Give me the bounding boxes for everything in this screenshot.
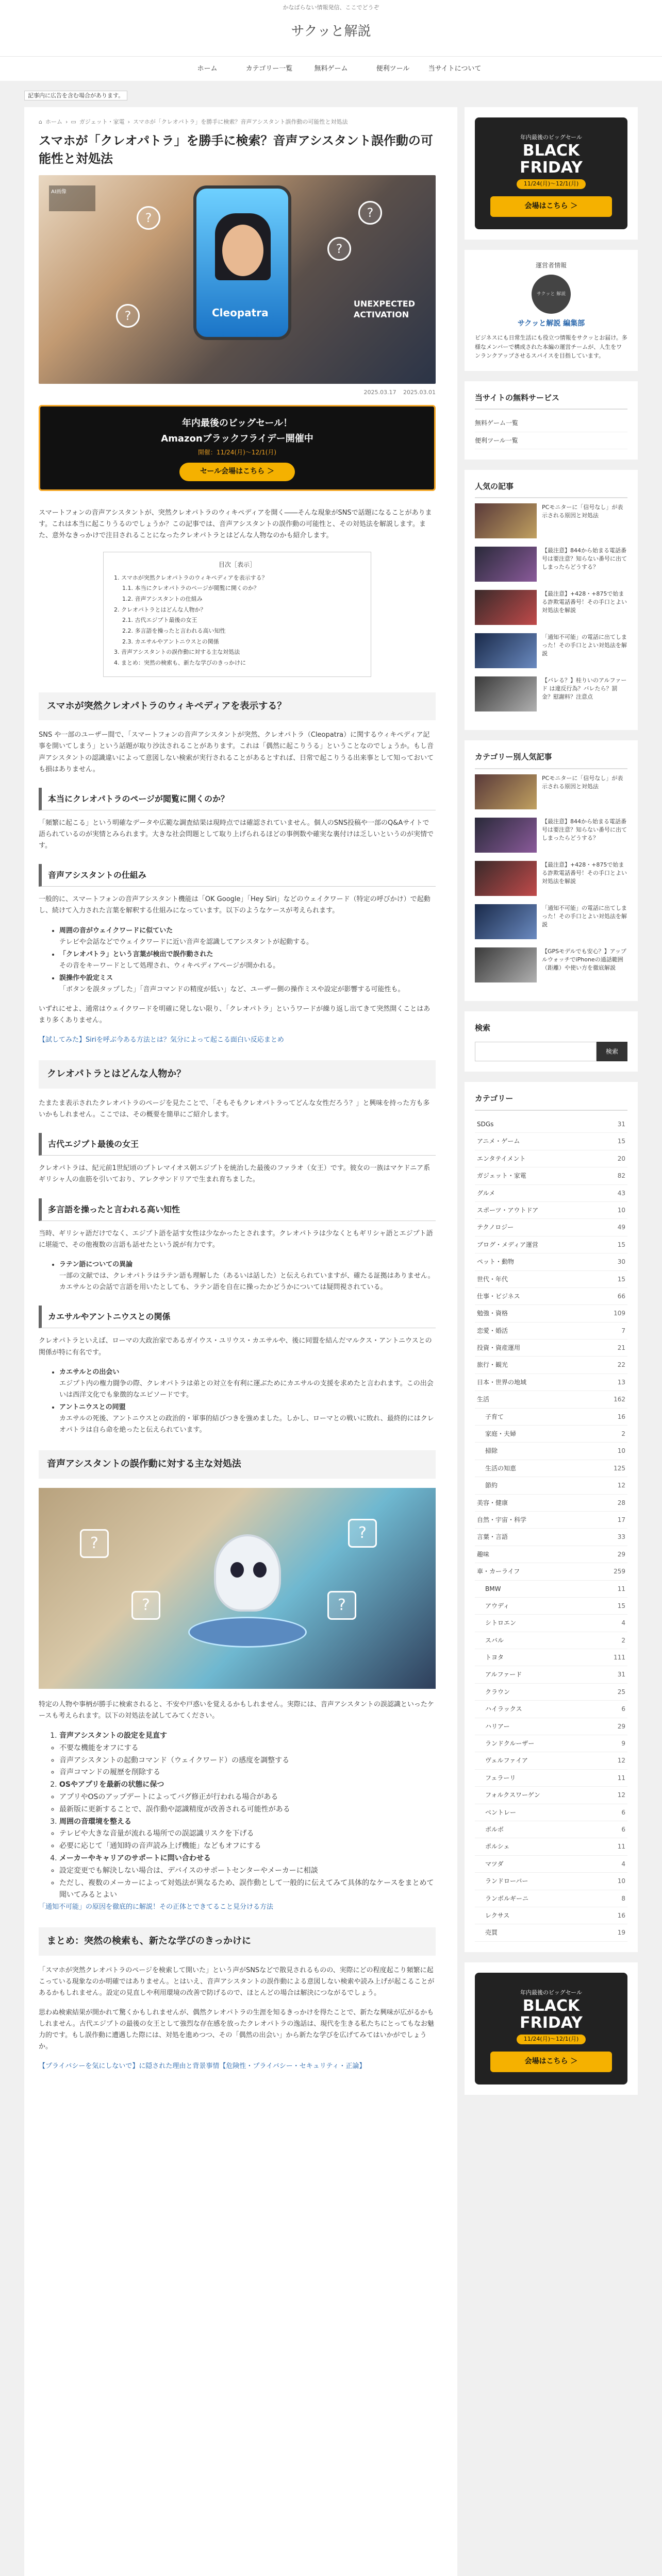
category-count: 12 [617,1482,625,1489]
popular-post[interactable]: 【最注意】844から始まる電話番号は要注意？知らない番号に出てしまったらどうする？ [475,547,627,582]
toc-title[interactable]: 目次［表示］ [218,561,256,569]
category-name: 趣味 [477,1550,490,1558]
category-item[interactable] [475,1185,627,1202]
category-item[interactable] [475,1615,627,1632]
category-count: 66 [617,1292,625,1300]
subsection-heading: 多言語を操ったと言われる高い知性 [39,1198,436,1221]
category-count: 8 [621,1894,625,1902]
post-thumbnail [475,676,537,711]
section-heading: 音声アシスタントの誤作動に対する主な対処法 [39,1450,436,1479]
category-item[interactable] [475,1253,627,1270]
category-item[interactable] [475,1202,627,1219]
category-count: 43 [617,1189,625,1197]
toc-item[interactable]: 1.2. 音声アシスタントの仕組み [122,595,203,602]
category-name: ポルシェ [485,1843,510,1851]
category-item[interactable] [475,1770,627,1787]
category-count: 82 [617,1172,625,1180]
eyecatch-label: UNEXPECTED ACTIVATION [353,298,415,319]
category-name: アルファード [485,1671,522,1679]
ad-notice [24,91,638,101]
popular-post[interactable]: PCモニターに「信号なし」が表示される原因と対処法 [475,774,627,809]
category-name: 恋愛・婚活 [477,1327,508,1334]
category-count: 11 [617,1774,625,1782]
category-name: ヴェルファイア [485,1757,528,1765]
updated-date: 2025.03.17 [363,388,396,396]
robot-assistant-image [39,1488,436,1689]
category-count: 49 [617,1224,625,1231]
category-count: 22 [617,1361,625,1369]
post-thumbnail [475,590,537,625]
list-item: • 「クレオパトラ」という言葉が検出で誤作動された その音をキーワードとして処理され、ウィキペディアページが開かれる。 [59,949,436,972]
search-widget [465,1011,638,1072]
category-name: 自然・宇宙・科学 [477,1516,527,1523]
widget-title: 当サイトの無料サービス [475,392,627,410]
service-link[interactable]: 無料ゲーム一覧 [475,415,627,432]
profile-title: 運営者情報 [535,261,567,269]
category-count: 2 [621,1636,625,1644]
category-count: 30 [617,1258,625,1266]
category-count: 111 [614,1654,625,1662]
category-item[interactable] [475,1804,627,1821]
eyecatch-image [39,175,436,384]
profile-description: ビジネスにも日常生活にも役立つ情報をサクッとお届け。多様なメンバーで構成された本編の運営チームが、人生をワンランクアップさせるスパイスを目指しています。 [475,334,627,360]
question-icon: ? [80,1529,109,1558]
popular-post[interactable]: 「通知不可能」の電話に出てしまった！その手口とよい対処法を解説 [475,904,627,939]
question-icon: ? [358,201,382,225]
category-name: クラウン [485,1688,510,1696]
category-item[interactable] [475,1443,627,1460]
toc-item[interactable]: 2.1. 古代エジプト最後の女王 [122,617,197,624]
paragraph: クレオパトラは、紀元前1世紀頃のプトレマイオス朝エジプトを統治した最後のファラオ（女王）です。彼女の一族はマケドニア系ギリシャ人の血筋を引いており、アレクサンドリアで生まれ育ちました。 [39,1164,431,1184]
category-item[interactable] [475,1288,627,1305]
section-heading: クレオパトラとはどんな人物か？ [39,1060,436,1089]
category-count: 109 [614,1310,625,1317]
category-name: レクサス [485,1911,510,1919]
paragraph: 特定の人物や事柄が勝手に検索されると、不安や戸惑いを覚えるかもしれません。実際には、音声アシスタントの誤認識といったケースも考えられます。以下の対処法を試してみてください。 [39,1700,434,1720]
subsection-heading: 古代エジプト最後の女王 [39,1133,436,1156]
category-item[interactable] [475,1787,627,1804]
category-item[interactable] [475,1391,627,1408]
post-thumbnail [475,633,537,668]
toc-item[interactable]: 2. クレオパトラとはどんな人物か？ [114,606,206,613]
category-name: フェラーリ [485,1774,516,1782]
category-name: 美容・健康 [477,1499,508,1506]
folder-icon: ▭ [71,118,76,125]
category-item[interactable] [475,1529,627,1546]
category-item[interactable] [475,1701,627,1718]
category-count: 17 [617,1516,625,1523]
paragraph: SNS や一部のユーザー間で、「スマートフォンの音声アシスタントが突然、クレオパトラ（Cleopatra）に関するウィキペディア記事を開いてしまう」という話題が取り沙汰されることがあります。これは「偶然に起こりうる」ということなのでしょうか。もし音声アシスタントの認識違いによって意図しない検索が実行されることがあるとすれば、日常で起こりうる出来事として知っておいても損はありません。 [39,731,434,773]
widget-title: カテゴリー [475,1092,627,1111]
category-name: スポーツ・アウトドア [477,1206,539,1214]
category-name: BMW [485,1585,501,1592]
published-date: 2025.03.01 [403,388,436,396]
category-count: 29 [617,1550,625,1558]
nav-about[interactable]: 当サイトについて [428,64,482,73]
list-item: 3. 周囲の音環境を整える ◦ テレビや大きな音量が流れる場所での誤認識リスクを下げる ◦ 必要に応じて「通知時の音声読み上げ機能」などもオフにする [59,1816,436,1853]
widget-title: 人気の記事 [475,480,627,499]
category-count: 28 [617,1499,625,1506]
category-count: 33 [617,1533,625,1541]
sidebar [465,107,638,2105]
paragraph: 当時、ギリシャ語だけでなく、エジプト語を話す女性は少なかったとされます。クレオパトラは少なくともギリシャ語とエジプト語に堪能で、その他複数の言語も話せたという説が有力です。 [39,1229,433,1249]
toc-item[interactable]: 1.1. 本当にクレオパトラのページが閲覧に開くのか？ [122,585,259,592]
category-item[interactable] [475,1426,627,1443]
category-name: ボルボ [485,1826,504,1833]
article-main [24,107,457,2576]
category-count: 6 [621,1705,625,1713]
tagline: かなばらない情報発信、ここでどうぞ [0,0,662,13]
intro-text: スマートフォンの音声アシスタントが、突然クレオパトラのウィキペディアを開く――そんな現象がSNSで話題になることがあります。これは本当に起こりうるのでしょうか？この記事では、音声アシスタントの誤作動の可能性と、その対処法を解説します。また、意外なきっかけで注目されることになったクレオパトラとはどんな人物なのかも紹介します。 [39,509,432,540]
ad-line1: 年内最後のビッグセール！ [181,417,293,429]
sidebar-ad-button[interactable]: 会場はこちら ＞ [490,2052,612,2072]
category-name: 子育て [485,1413,504,1420]
category-item[interactable] [475,1924,627,1941]
paragraph: いずれにせよ、通常はウェイクワードを明確に発しない限り、「クレオパトラ」というワードが繰り返し出てきて突然開くことはあまり多くありません。 [39,1005,431,1025]
post-thumbnail [475,547,537,582]
subsection-heading: カエサルやアントニウスとの関係 [39,1306,436,1328]
post-thumbnail [475,818,537,853]
ad-button[interactable]: セール会場はこちら ＞ [179,463,295,481]
category-item[interactable] [475,1236,627,1253]
category-item[interactable] [475,1219,627,1236]
post-dates [39,388,436,398]
paragraph: 「頻繁に起こる」という明確なデータや広範な調査結果は現時点では確認されていません。個人のSNS投稿や一部のQ&Aサイトで語られているのが実情とみられます。大きな社会問題として取り上げられるほどの事例数や確実な裏付けは乏しいというのが実情です。 [39,819,434,850]
category-name: ランドクルーザー [485,1740,535,1748]
paragraph: 思わぬ検索結果が開かれて驚くかもしれませんが、偶然クレオパトラの生涯を知るきっかけを得たことで、新たな興味が広がるかもしれません。古代エジプトの最後の女王として強烈な存在感を放ったクレオパトラの逸話は、現代を生きる私たちにとってもなお魅力的です。もし誤作動に遭遇した際には、対処を進めつつ、その「偶然の出会い」から新たな学びを広げてみてはいかがでしょうか。 [39,2009,435,2051]
list-item: 4. メーカーやキャリアのサポートに問い合わせる ◦ 設定変更でも解決しない場合は、デバイスのサポートセンターやメーカーに相談 ◦ ただし、複数のメーカーによって対処法が異なるため、誤作動として一般的に伝えてみて具体的なケースをまとめて聞いてみるとよい [59,1853,436,1902]
profile-name[interactable]: サクッと解説 編集部 [517,319,585,328]
category-count: 7 [621,1327,625,1334]
post-thumbnail [475,774,537,809]
nav-home[interactable]: ホーム [197,64,218,73]
sidebar-ad-button[interactable]: 会場はこちら ＞ [490,196,612,217]
category-name: アニメ・ゲーム [477,1138,520,1145]
popular-post[interactable]: 「通知不可能」の電話に出てしまった！その手口とよい対処法を解説 [475,633,627,668]
breadcrumb-current: スマホが「クレオパトラ」を勝手に検索？音声アシスタント誤作動の可能性と対処法 [133,118,348,125]
category-name: 日本・世界の地域 [477,1378,527,1386]
question-icon: ? [131,1591,160,1620]
toc-item[interactable]: 4. まとめ：突然の検索も、新たな学びのきっかけに [114,659,246,667]
popular-post[interactable]: 【GPSモデルでも安心？】アップルウォッチでiPhoneの通話範囲（距離）や使い方を徹底解説 [475,947,627,982]
category-count: 4 [621,1860,625,1868]
global-nav [0,56,662,81]
category-name: フォルクスワーゲン [485,1791,540,1799]
category-name: 世代・年代 [477,1275,508,1283]
category-count: 20 [617,1155,625,1162]
paragraph: たまたま表示されたクレオパトラのページを見たことで、「そもそもクレオパトラってどんな女性だろう？」と興味を持った方も多いかもしれません。ここでは、その概要を簡単にご紹介します。 [39,1099,430,1119]
category-count: 11 [617,1585,625,1592]
popular-post[interactable]: 【最注意】844から始まる電話番号は要注意？知らない番号に出てしまったらどうする？ [475,818,627,853]
category-count: 15 [617,1241,625,1248]
table-of-contents [103,552,371,677]
widget-title: 検索 [475,1023,491,1032]
profile-widget [465,250,638,371]
ad-notice-text: 記事内に広告を含む場合があります。 [24,91,127,100]
category-item[interactable] [475,1150,627,1167]
category-item[interactable] [475,1477,627,1494]
category-count: 4 [621,1619,625,1627]
category-item[interactable] [475,1305,627,1322]
category-name: 売買 [485,1929,498,1937]
category-item[interactable] [475,1495,627,1512]
category-name: 掃除 [485,1447,498,1455]
category-item[interactable] [475,1598,627,1615]
toc-item[interactable]: 2.3. カエサルやアントニウスとの関係 [122,638,219,645]
post-thumbnail [475,503,537,538]
category-name: 家庭・夫婦 [485,1430,517,1438]
category-name: アウディ [485,1602,510,1609]
category-count: 15 [617,1275,625,1283]
bullet-list [59,925,436,996]
category-name: ペット・動物 [477,1258,515,1266]
list-item: • ラテン語についての異論 一部の文献では、クレオパトラはラテン語も理解した（あるいは話した）と伝えられていますが、確たる証拠はありません。カエサルとの会話で言語を用いたとしても、ラテン語を自在に操ったかどうかについては疑問視されている。 [59,1259,436,1293]
site-title[interactable]: サクッと解説 [0,13,662,56]
sidebar-ad[interactable]: 年内最後のビッグセール BLACK FRIDAY 11/24(月)〜12/1(月) 会場はこちら ＞ [475,1973,627,2084]
category-item[interactable] [475,1409,627,1426]
list-item: • 周囲の音がウェイクワードに似ていた テレビや会話などでウェイクワードに近い音声を認識してアシスタントが起動する。 [59,925,436,948]
category-name: 旅行・観光 [477,1361,508,1369]
category-item[interactable] [475,1649,627,1666]
toc-item[interactable]: 1. スマホが突然クレオパトラのウィキペディアを表示する？ [114,574,268,581]
related-link[interactable]: 「通知不可能」の原因を徹底的に解説！その正体とできてること見分ける方法 [39,1903,274,1911]
category-name: ガジェット・家電 [477,1172,526,1180]
category-count: 19 [617,1929,625,1937]
ad-line3: 開催：11/24(月)〜12/1(月) [197,448,277,456]
ai-image-label: AI画像 [49,185,95,211]
breadcrumb: ⌂ ホーム › ▭ ガジェット・家電 › スマホが「クレオパトラ」を勝手に検索？音声アシスタント誤作動の可能性と対処法 [39,118,348,125]
category-count: 21 [617,1344,625,1352]
category-count: 15 [617,1138,625,1145]
popular-post[interactable]: 【最注意】+428・+875で始まる詐欺電話番号！その手口とよい対処法を解説 [475,590,627,625]
category-name: 生活の知恵 [485,1464,517,1472]
category-count: 16 [617,1413,625,1420]
related-link[interactable]: 【プライバシーを気にしないで】に隠された理由と背景事情【危険性・プライバシー・セキュリティ・正論】 [39,2062,366,2071]
category-item[interactable] [475,1890,627,1907]
question-icon: ? [327,1591,356,1620]
category-count: 31 [617,1671,625,1679]
category-name: 仕事・ビジネス [477,1292,520,1300]
pedestal-shape [188,1617,307,1648]
article-title: スマホが「クレオパトラ」を勝手に検索？音声アシスタント誤作動の可能性と対処法 [39,133,433,166]
header [0,0,662,81]
category-count: 10 [617,1877,625,1885]
category-count: 9 [621,1740,625,1748]
bullet-list [59,1367,436,1436]
category-item[interactable] [475,1546,627,1563]
amazon-ad-banner[interactable] [39,405,436,491]
category-item[interactable] [475,1167,627,1184]
category-name: ハリアー [485,1722,510,1730]
question-icon: ? [327,237,351,261]
category-name: グルメ [477,1189,495,1197]
popular-post[interactable]: 【バレる？】桂りいのアルファード は違反行為？バレたら？罰金？慰謝料？注意点 [475,676,627,711]
category-count: 10 [617,1447,625,1455]
category-name: テクノロジー [477,1224,514,1231]
numbered-list [59,1730,436,1902]
category-item[interactable] [475,1357,627,1374]
eyecatch-caption: Cleopatra [212,306,269,319]
robot-illustration [214,1534,281,1612]
category-count: 162 [614,1396,625,1403]
category-count: 25 [617,1688,625,1696]
category-item[interactable] [475,1684,627,1701]
category-item[interactable] [475,1666,627,1683]
category-name: SDGs [477,1120,494,1128]
category-item[interactable] [475,1735,627,1752]
category-count: 29 [617,1722,625,1730]
category-name: ランボルギーニ [485,1894,529,1902]
category-item[interactable] [475,1873,627,1890]
nav-categories[interactable]: カテゴリー一覧 [245,64,293,73]
category-item[interactable] [475,1752,627,1769]
category-name: スバル [485,1636,504,1644]
toc-item[interactable]: 2.2. 多言語を操ったと言われる高い知性 [122,628,226,635]
category-count: 12 [617,1757,625,1765]
category-name: ブログ・メディア運営 [477,1241,539,1248]
category-item[interactable] [475,1116,627,1133]
post-thumbnail [475,861,537,896]
category-name: ベントレー [485,1808,517,1816]
breadcrumb-home[interactable]: ホーム [45,118,62,125]
category-item[interactable] [475,1374,627,1391]
category-item[interactable] [475,1632,627,1649]
question-icon: ? [348,1519,377,1548]
category-name: シトロエン [485,1619,517,1627]
category-name: 勉強・資格 [477,1310,508,1317]
category-count: 125 [614,1464,625,1472]
category-count: 12 [617,1791,625,1799]
category-popular-widget [465,740,638,1001]
popular-widget [465,470,638,731]
category-count: 6 [621,1808,625,1816]
category-count: 11 [617,1843,625,1851]
post-thumbnail [475,947,537,982]
category-name: 投資・資産運用 [477,1344,521,1352]
ad-line2: Amazonブラックフライデー開催中 [161,433,313,445]
category-count: 10 [617,1206,625,1214]
bullet-list [59,1259,436,1293]
category-count: 15 [617,1602,625,1609]
popular-post[interactable]: PCモニターに「信号なし」が表示される原因と対処法 [475,503,627,538]
category-item[interactable] [475,1512,627,1529]
category-item[interactable] [475,1907,627,1924]
category-count: 259 [614,1568,625,1575]
category-item[interactable] [475,1718,627,1735]
category-name: マツダ [485,1860,504,1868]
category-item[interactable] [475,1581,627,1598]
category-item[interactable] [475,1271,627,1288]
category-name: ランドローバー [485,1877,528,1885]
list-item: • カエサルとの出会い エジプト内の権力闘争の際、クレオパトラは弟との対立を有利に運ぶためにカエサルの支援を求めたと言われます。この出会いは西洋文化でも象徴的なエピソードです。 [59,1367,436,1401]
category-widget [465,1082,638,1952]
category-list [475,1116,627,1942]
category-item[interactable] [475,1460,627,1477]
category-item[interactable] [475,1821,627,1838]
category-count: 2 [621,1430,625,1438]
list-item: • 誤操作や設定ミス 「ボタンを誤タップした」「音声コマンドの精度が低い」など、ユーザー側の操作ミスや設定が影響する可能性も。 [59,973,436,995]
search-input[interactable] [475,1042,597,1061]
category-name: トヨタ [485,1654,504,1662]
paragraph: 「スマホが突然クレオパトラのページを検索して開いた」という声がSNSなどで散見されるものの、実際にどの程度起こり頻繁に起こっている現象なのか明確ではありません。とはいえ、音声アシスタントの誤作動による意図しない検索や読み上げが起こることがあるかもしれません。設定の見直しや利用環境の改善で防げるので、ほとんどの場合は解決につながるでしょう。 [39,1966,435,1997]
paragraph: クレオパトラといえば、ローマの大政治家であるガイウス・ユリウス・カエサルや、後に同盟を結んだマルクス・アントニウスとの関係が特に有名です。 [39,1337,432,1357]
category-item[interactable] [475,1323,627,1340]
category-count: 31 [617,1120,625,1128]
popular-post[interactable]: 【最注意】+428・+875で始まる詐欺電話番号！その手口とよい対処法を解説 [475,861,627,896]
post-thumbnail [475,904,537,939]
breadcrumb-category[interactable]: ガジェット・家電 [79,118,125,125]
subsection-heading: 音声アシスタントの仕組み [39,864,436,887]
category-item[interactable] [475,1838,627,1855]
subsection-heading: 本当にクレオパトラのページが閲覧に開くのか？ [39,788,436,810]
widget-title: カテゴリー別人気記事 [475,751,627,769]
category-name: ハイラックス [485,1705,522,1713]
section-heading: スマホが突然クレオパトラのウィキペディアを表示する？ [39,692,436,721]
category-count: 13 [617,1378,625,1386]
category-item[interactable] [475,1563,627,1580]
nav-free-games[interactable]: 無料ゲーム [314,64,348,73]
service-link[interactable]: 便利ツール一覧 [475,432,627,449]
toc-item[interactable]: 3. 音声アシスタントの誤作動に対する主な対処法 [114,649,240,656]
list-item: • アントニウスとの同盟 カエサルの死後、アントニウスとの政治的・軍事的結びつきを強めました。しかし、ローマとの戦いに敗れ、最終的にはクレオパトラは自ら命を絶ったと伝えられています。 [59,1402,436,1436]
category-name: 生活 [477,1396,490,1403]
list-item: 1. 音声アシスタントの設定を見直す ◦ 不要な機能をオフにする ◦ 音声アシスタントの起動コマンド（ウェイクワード）の感度を調整する ◦ 音声コマンドの履歴を削除する [59,1730,436,1779]
nav-tools[interactable]: 便利ツール [376,64,410,73]
sidebar-ad[interactable]: 年内最後のビッグセール BLACK FRIDAY 11/24(月)〜12/1(月) 会場はこちら ＞ [475,117,627,229]
category-item[interactable] [475,1340,627,1357]
home-icon: ⌂ [39,118,42,125]
avatar: サクッと 解説 [532,275,571,314]
section-heading: まとめ：突然の検索も、新たな学びのきっかけに [39,1927,436,1956]
smartphone-illustration [193,185,291,340]
question-icon: ? [116,304,140,328]
search-button[interactable]: 検索 [597,1042,627,1061]
question-icon: ? [137,206,160,230]
category-name: エンタテイメント [477,1155,526,1162]
paragraph: 一般的に、スマートフォンの音声アシスタント機能は「OK Google」「Hey Siri」などのウェイクワード（特定の呼びかけ）で起動し、続けて入力された言葉を解釈する仕組みになっています。以下のようなケースが考えられます。 [39,895,431,915]
category-count: 16 [617,1911,625,1919]
category-count: 6 [621,1826,625,1833]
category-name: 車・カーライフ [477,1568,520,1575]
related-link[interactable]: 【試してみた】Siriを呼ぶ今ある方法とは？気分によって起こる面白い反応まとめ [39,1036,284,1044]
category-name: 節約 [485,1482,498,1489]
list-item: 2. OSやアプリを最新の状態に保つ ◦ アプリやOSのアップデートによってバグ修正が行われる場合がある ◦ 最新版に更新することで、誤作動や認識精度が改善される可能性がある [59,1779,436,1816]
category-name: 言葉・言語 [477,1533,508,1541]
category-item[interactable] [475,1133,627,1150]
category-item[interactable] [475,1856,627,1873]
services-widget [465,381,638,460]
